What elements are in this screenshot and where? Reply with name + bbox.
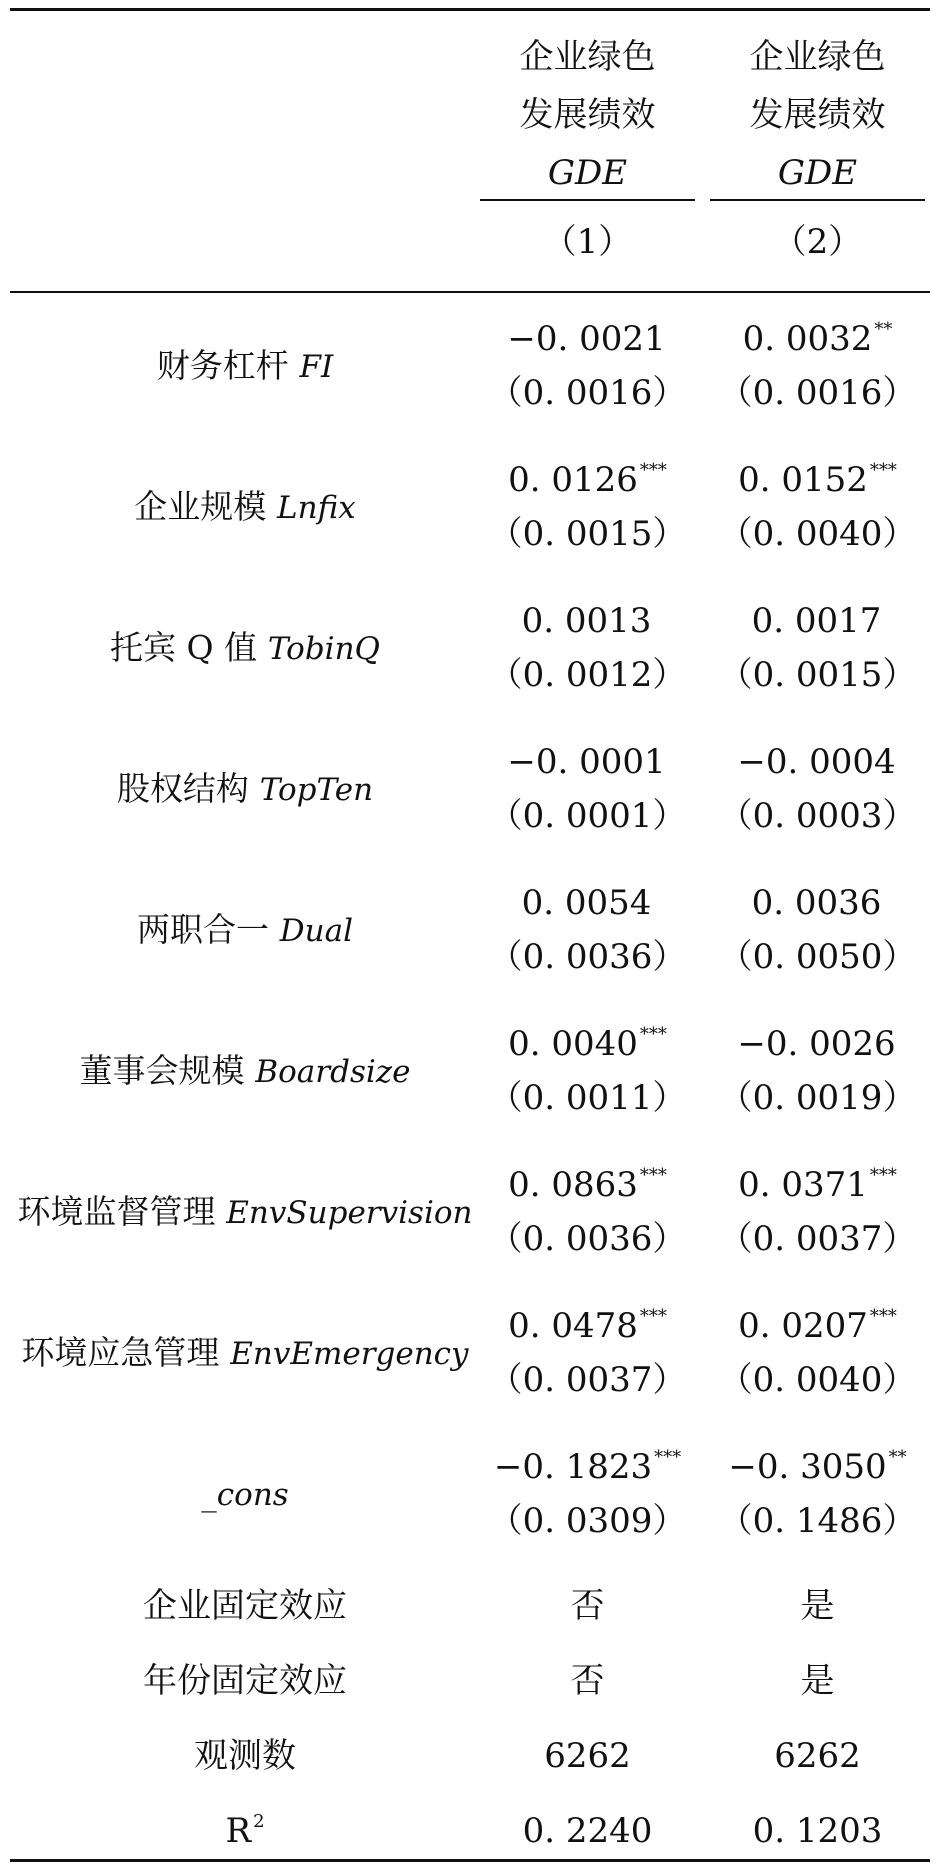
- footer-value-1: 否: [570, 1586, 605, 1626]
- row-label: [10, 480, 480, 535]
- row-col-2: [710, 1017, 925, 1125]
- bottom-rule: [10, 1859, 930, 1862]
- significance-stars: ***: [639, 460, 667, 481]
- coefficient-value: 0. 0863: [508, 1165, 638, 1205]
- footer-value-1: 6262: [544, 1736, 631, 1776]
- row-col-2: [710, 735, 925, 843]
- header-col-1: [480, 28, 695, 202]
- row-label-text: 财务杠杆: [156, 346, 289, 385]
- footer-label: 年份固定效应: [143, 1661, 347, 1701]
- mid-rule: [10, 291, 930, 293]
- top-rule: [10, 8, 930, 11]
- row-label-var: Boardsize: [255, 1054, 411, 1090]
- r-squared-superscript: 2: [253, 1811, 265, 1832]
- r-squared-label: R: [225, 1811, 252, 1851]
- footer-label: 观测数: [194, 1736, 296, 1776]
- coefficient: [710, 594, 925, 648]
- row-label-var: EnvSupervision: [226, 1195, 473, 1231]
- header-col-1-rule: [480, 199, 695, 201]
- footer-value-2: 是: [800, 1586, 835, 1626]
- coefficient-value: 0. 0036: [751, 883, 882, 923]
- row-col-1: [480, 1017, 695, 1125]
- significance-stars: **: [888, 1447, 907, 1468]
- coefficient: [710, 1158, 925, 1212]
- row-col-1: [480, 735, 695, 843]
- significance-stars: ***: [639, 1306, 667, 1327]
- header-col-1-number: （1）: [542, 222, 633, 262]
- row-label-var: TobinQ: [267, 631, 380, 667]
- standard-error: （0. 0015）: [488, 514, 687, 554]
- row-label-text: 企业规模: [134, 487, 267, 526]
- row-label: [10, 1467, 480, 1522]
- coefficient-value: −0. 3050: [728, 1447, 887, 1487]
- row-label: [10, 339, 480, 394]
- header-col-2-var: GDE: [777, 153, 858, 193]
- coefficient: [710, 735, 925, 789]
- row-label: [10, 1326, 480, 1381]
- row-col-2: [710, 1299, 925, 1407]
- standard-error: （0. 0040）: [718, 514, 917, 554]
- row-col-2: [710, 1440, 925, 1548]
- header-col-2: [710, 28, 925, 202]
- significance-stars: ***: [654, 1447, 682, 1468]
- standard-error: （0. 1486）: [718, 1501, 917, 1541]
- coefficient-value: 0. 0152: [738, 460, 868, 500]
- standard-error: （0. 0012）: [488, 655, 687, 695]
- significance-stars: ***: [869, 1165, 897, 1186]
- coefficient: [480, 594, 695, 648]
- standard-error: （0. 0016）: [488, 373, 687, 413]
- regression-table: [10, 8, 930, 1861]
- header-col-2-line2: 发展绩效: [749, 95, 886, 135]
- coefficient-value: 0. 0017: [751, 601, 882, 641]
- footer-value-1: 0. 2240: [522, 1811, 653, 1851]
- row-col-1: [480, 1158, 695, 1266]
- footer-value-1: 否: [570, 1661, 605, 1701]
- row-label: [10, 762, 480, 817]
- header-col-2-line1: 企业绿色: [749, 37, 886, 77]
- coefficient: [480, 1299, 695, 1353]
- coefficient: [480, 735, 695, 789]
- row-col-1: [480, 1440, 695, 1548]
- row-col-2: [710, 876, 925, 984]
- coefficient-value: −0. 0001: [507, 742, 666, 782]
- row-col-2: [710, 312, 925, 420]
- row-col-1: [480, 312, 695, 420]
- row-col-2: [710, 594, 925, 702]
- coefficient: [480, 453, 695, 507]
- coefficient-value: −0. 0026: [737, 1024, 896, 1064]
- row-label: [10, 621, 480, 676]
- standard-error: （0. 0019）: [718, 1078, 917, 1118]
- coefficient: [710, 1017, 925, 1071]
- standard-error: （0. 0016）: [718, 373, 917, 413]
- header-col-2-number: （2）: [772, 222, 863, 262]
- footer-label: 企业固定效应: [143, 1586, 347, 1626]
- footer-value-2: 6262: [774, 1736, 861, 1776]
- row-label-text: 环境应急管理: [21, 1333, 220, 1372]
- row-label: [10, 903, 480, 958]
- row-col-1: [480, 876, 695, 984]
- coefficient: [710, 1440, 925, 1494]
- standard-error: （0. 0309）: [488, 1501, 687, 1541]
- coefficient: [710, 312, 925, 366]
- row-label: [10, 1044, 480, 1099]
- row-label-text: 股权结构: [116, 769, 249, 808]
- standard-error: （0. 0015）: [718, 655, 917, 695]
- row-label-text: 环境监督管理: [17, 1192, 216, 1231]
- header-col-2-rule: [710, 199, 925, 201]
- coefficient-value: 0. 0126: [508, 460, 638, 500]
- standard-error: （0. 0040）: [718, 1360, 917, 1400]
- standard-error: （0. 0003）: [718, 796, 917, 836]
- row-label-var: Dual: [279, 913, 354, 949]
- standard-error: （0. 0011）: [488, 1078, 687, 1118]
- footer-value-2: 0. 1203: [752, 1811, 883, 1851]
- standard-error: （0. 0036）: [488, 937, 687, 977]
- header-col-1-line1: 企业绿色: [519, 37, 656, 77]
- row-col-1: [480, 1299, 695, 1407]
- coefficient-value: −0. 0004: [737, 742, 896, 782]
- coefficient: [710, 876, 925, 930]
- row-col-2: [710, 453, 925, 561]
- row-label-text: 托宾 Q 值: [110, 628, 258, 667]
- row-label-var: _cons: [201, 1477, 289, 1513]
- row-col-1: [480, 453, 695, 561]
- coefficient: [480, 1440, 695, 1494]
- coefficient-value: 0. 0054: [521, 883, 652, 923]
- header-col-1-var: GDE: [547, 153, 628, 193]
- row-label-var: TopTen: [259, 772, 374, 808]
- significance-stars: ***: [869, 460, 897, 481]
- coefficient: [480, 876, 695, 930]
- significance-stars: **: [874, 319, 893, 340]
- coefficient-value: 0. 0040: [508, 1024, 638, 1064]
- footer-label-r-squared: [10, 1804, 480, 1858]
- standard-error: （0. 0037）: [718, 1219, 917, 1259]
- significance-stars: ***: [639, 1024, 667, 1045]
- coefficient-value: −0. 1823: [493, 1447, 653, 1487]
- coefficient: [480, 1017, 695, 1071]
- coefficient-value: −0. 0021: [507, 319, 666, 359]
- row-col-1: [480, 594, 695, 702]
- coefficient-value: 0. 0207: [738, 1306, 868, 1346]
- coefficient: [710, 1299, 925, 1353]
- significance-stars: ***: [639, 1165, 667, 1186]
- row-label-text: 董事会规模: [79, 1051, 245, 1090]
- row-label-text: 两职合一: [136, 910, 269, 949]
- row-label-var: EnvEmergency: [230, 1336, 469, 1372]
- standard-error: （0. 0037）: [488, 1360, 687, 1400]
- coefficient-value: 0. 0013: [521, 601, 652, 641]
- row-col-2: [710, 1158, 925, 1266]
- coefficient: [710, 453, 925, 507]
- standard-error: （0. 0001）: [488, 796, 687, 836]
- row-label-var: FI: [299, 349, 334, 385]
- footer-value-2: 是: [800, 1661, 835, 1701]
- significance-stars: ***: [869, 1306, 897, 1327]
- coefficient: [480, 1158, 695, 1212]
- standard-error: （0. 0050）: [718, 937, 917, 977]
- row-label-var: Lnfix: [277, 490, 356, 526]
- row-label: [10, 1185, 480, 1240]
- coefficient-value: 0. 0478: [508, 1306, 638, 1346]
- coefficient-value: 0. 0371: [738, 1165, 868, 1205]
- header-col-1-line2: 发展绩效: [519, 95, 656, 135]
- standard-error: （0. 0036）: [488, 1219, 687, 1259]
- coefficient: [480, 312, 695, 366]
- coefficient-value: 0. 0032: [742, 319, 873, 359]
